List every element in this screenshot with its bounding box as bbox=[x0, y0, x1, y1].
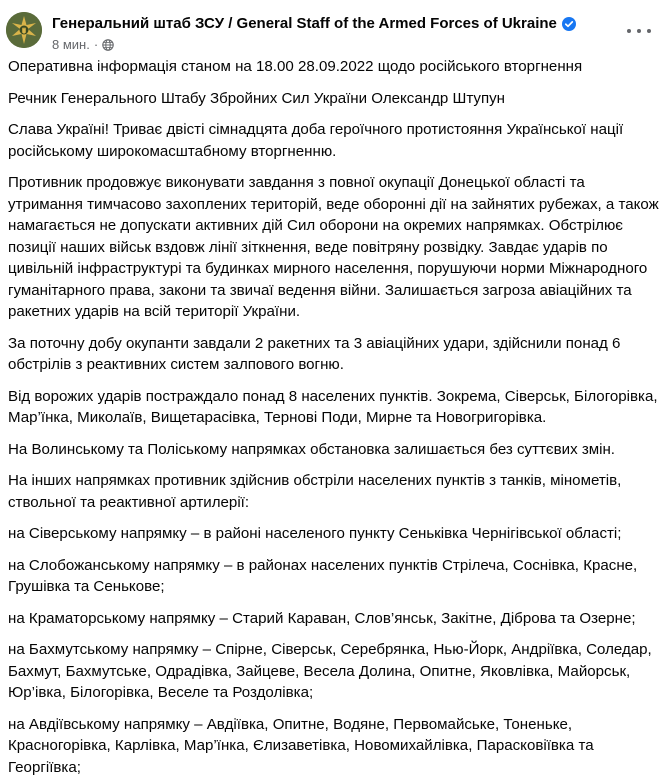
post-paragraph: на Сіверському напрямку – в районі населеного пункту Сеньківка Чернігівської області; bbox=[8, 523, 661, 545]
more-options-dot-icon bbox=[647, 29, 651, 33]
post-paragraph: На Волинському та Поліському напрямках обстановка залишається без суттєвих змін. bbox=[8, 439, 661, 461]
armed-forces-emblem-icon bbox=[6, 12, 42, 48]
post-paragraph: Речник Генерального Штабу Збройних Сил України Олександр Штупун bbox=[8, 88, 661, 110]
post-paragraph: Від ворожих ударів постраждало понад 8 населених пунктів. Зокрема, Сіверськ, Білогорівка, Мар’їнка, Миколаїв, Вищетарасівка, Тернові Поди, Мирне та Новогригорівка. bbox=[8, 386, 661, 429]
post-paragraph: на Авдіївському напрямку – Авдіївка, Опитне, Водяне, Первомайське, Тоненьке, Красногорівка, Карлівка, Мар’їнка, Єлизаветівка, Новомихайлівка, Парасковіївка та Георгіївка; bbox=[8, 714, 661, 778]
post-paragraph: Противник продовжує виконувати завдання з повної окупації Донецької області та утримання тимчасово захоплених територій, веде оборонні дії на зайнятих рубежах, а також намагається не допускати активних дій Сил оборони на окремих напрямках. Обстрілює позиції наших військ вздовж лінії зіткнення, веде повітряну розвідку. Завдає ударів по цивільній інфраструктурі та будинках мирного населення, порушуючи норми Міжнародного гуманітарного права, закони та звичаї ведення війни. Залишається загроза авіаційних та ракетних ударів на всій території України. bbox=[8, 172, 661, 323]
verified-badge-icon bbox=[562, 17, 576, 31]
author-line bbox=[52, 15, 576, 32]
post-paragraph: За поточну добу окупанти завдали 2 ракетних та 3 авіаційних удари, здійснили понад 6 обстрілів з реактивних систем залпового вогню. bbox=[8, 333, 661, 376]
more-options-button[interactable] bbox=[627, 24, 651, 38]
post-paragraph: Оперативна інформація станом на 18.00 28.09.2022 щодо російського вторгнення bbox=[8, 56, 661, 78]
meta-separator: · bbox=[94, 37, 98, 52]
more-options-dot-icon bbox=[627, 29, 631, 33]
post-header bbox=[0, 6, 669, 56]
post-paragraph: На інших напрямках противник здійснив обстріли населених пунктів з танків, мінометів, ствольної та реактивної артилерії: bbox=[8, 470, 661, 513]
more-options-dot-icon bbox=[637, 29, 641, 33]
post-paragraph: на Бахмутському напрямку – Спірне, Сіверськ, Серебрянка, Нью-Йорк, Андріївка, Соледар, Бахмут, Бахмутське, Одрадівка, Зайцеве, Весела Долина, Опитне, Яковлівка, Майорськ, Юр’івка, Білогорівка, Веселе та Роздолівка; bbox=[8, 639, 661, 704]
post-paragraph: Слава Україні! Триває двісті сімнадцята доба героїчного протистояння Української нації російському широкомасштабному вторгненню. bbox=[8, 119, 661, 162]
post-timestamp-link[interactable]: 8 мин. bbox=[52, 37, 90, 52]
post-paragraph: на Краматорському напрямку – Старий Караван, Слов’янськ, Закітне, Діброва та Озерне; bbox=[8, 608, 661, 630]
globe-icon[interactable] bbox=[102, 39, 114, 51]
page-avatar[interactable] bbox=[6, 12, 42, 48]
author-name-link[interactable]: Генеральний штаб ЗСУ / General Staff of the Armed Forces of Ukraine bbox=[52, 15, 557, 32]
post-body bbox=[0, 56, 669, 778]
post-paragraph: на Слобожанському напрямку – в районах населених пунктів Стрілеча, Соснівка, Красне, Грушівка та Сенькове; bbox=[8, 555, 661, 598]
post-meta bbox=[52, 37, 114, 52]
